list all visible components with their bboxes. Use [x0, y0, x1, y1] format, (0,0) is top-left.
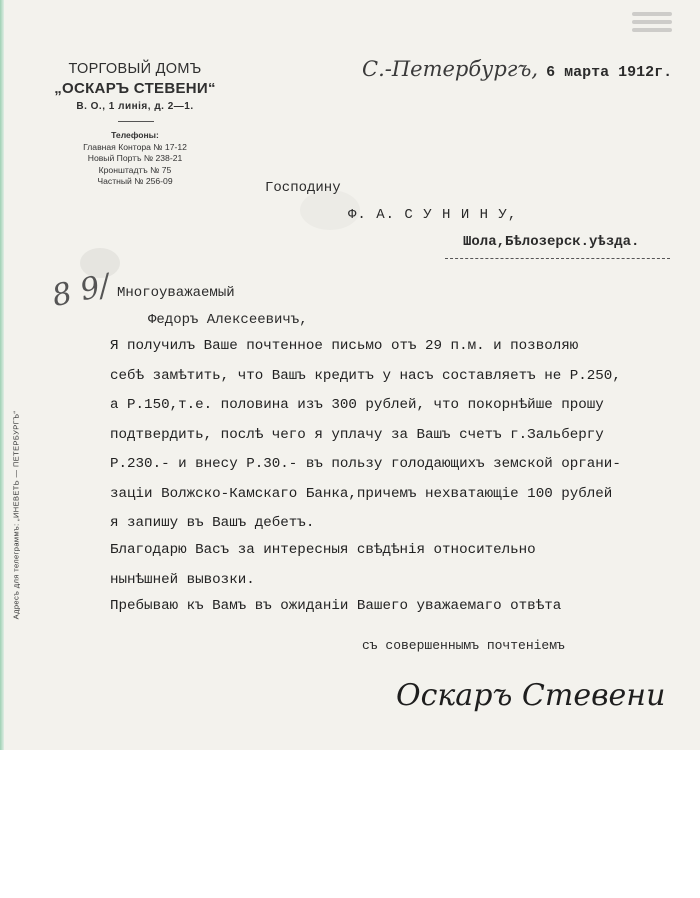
- letterhead-address: В. О., 1 линія, д. 2—1.: [76, 101, 194, 112]
- address-underline: [445, 258, 670, 259]
- date-text: 6 марта 1912г.: [546, 64, 673, 81]
- body-line: Пребываю къ Вамъ въ ожиданіи Вашего уважаемаго отвѣта: [110, 598, 562, 614]
- body-line: Благодарю Васъ за интересныя свѣдѣнія относительно: [110, 542, 536, 558]
- body-line: Я получилъ Ваше почтенное письмо отъ 29 п.м. и позволяю: [110, 338, 579, 354]
- closing-phrase: съ совершеннымъ почтеніемъ: [362, 638, 565, 653]
- phone-line: Частный № 256-09: [97, 176, 173, 186]
- letterhead-divider: [118, 121, 154, 122]
- recipient-name: Ф. А. С У Н И Н У,: [348, 207, 518, 223]
- body-paragraph-2: [110, 536, 685, 595]
- telegram-address-vertical: [4, 380, 28, 650]
- telegram-address-text: Адресъ для телеграммъ: „ИНЕВЕТЬ — ПЕТЕРБУРГЪ“: [11, 410, 21, 620]
- body-line: нынѣшней вывозки.: [110, 571, 255, 588]
- archive-stamp-icon: [632, 8, 672, 40]
- recipient-salutation: Господину: [265, 180, 341, 196]
- phone-line: Кронштадтъ № 75: [98, 164, 172, 175]
- body-line: а Р.150,т.е. половина изъ 300 рублей, что покорнѣйше прошу: [110, 397, 604, 413]
- phone-line: Главная Контора № 17-12: [83, 141, 187, 152]
- phones-title: Телефоны:: [111, 130, 159, 140]
- body-line: себѣ замѣтить, что Вашъ кредитъ у насъ составляетъ не Р.250,: [110, 367, 621, 384]
- marginal-note-text: 8 9/: [49, 267, 113, 315]
- handwritten-signature: [392, 665, 666, 719]
- paper-smudge: [300, 190, 360, 230]
- letterhead-phones: [40, 130, 230, 188]
- letter-date: [362, 57, 672, 81]
- signature-text: Оскаръ Стевени: [396, 678, 666, 713]
- body-line: Р.230.- и внесу Р.30.- въ пользу голодающихъ земской органи-: [110, 456, 621, 472]
- date-city: С.-Петербургъ,: [362, 57, 539, 81]
- company-name: „ОСКАРЪ СТЕВЕНИ“: [54, 80, 216, 97]
- paper-smudge: [80, 248, 120, 278]
- body-line: я запишу въ Вашъ дебетъ.: [110, 515, 315, 531]
- greeting-line2: Федоръ Алексеевичъ,: [148, 312, 308, 328]
- body-paragraph-1: [110, 332, 685, 539]
- recipient-place: Шола,Бѣлозерск.уѣзда.: [463, 234, 640, 250]
- body-line: заціи Волжско-Камскаго Банка,причемъ нехватающіе 100 рублей: [110, 485, 613, 502]
- company-line1: ТОРГОВЫЙ ДОМЪ: [68, 61, 202, 77]
- body-line: подтвердить, послѣ чего я уплачу за Вашъ счетъ г.Зальбергу: [110, 426, 604, 443]
- greeting-line1: Многоуважаемый: [117, 285, 235, 301]
- body-paragraph-3: [110, 592, 685, 622]
- letterhead-company: [40, 60, 230, 98]
- phone-line: Новый Портъ № 238-21: [87, 153, 183, 163]
